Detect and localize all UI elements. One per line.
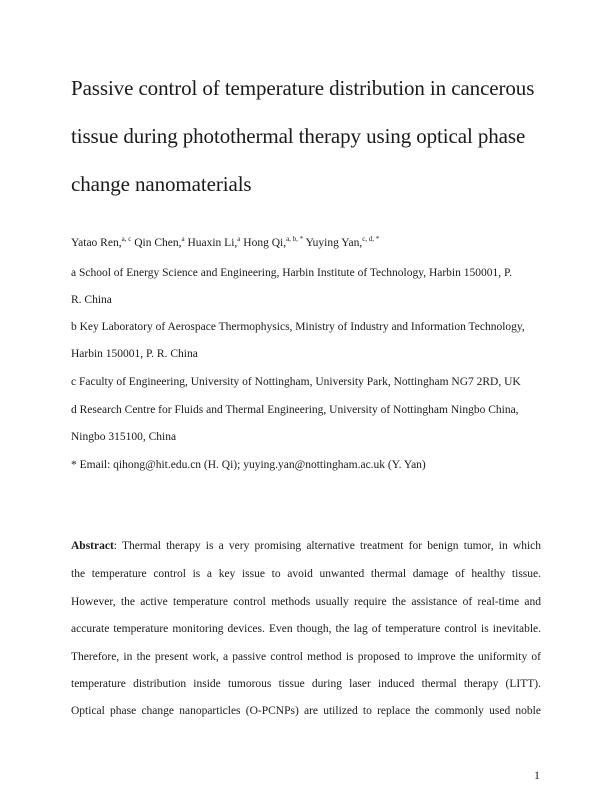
affiliation-b-line-2: Harbin 150001, P. R. China <box>71 348 198 360</box>
author-affiliation-marker: a <box>181 235 185 244</box>
affiliation-a-line-1: a School of Energy Science and Engineering, Harbin Institute of Technology, Harbin 150001, P. <box>71 267 512 279</box>
author-affiliation-marker: a, c <box>121 235 132 244</box>
affiliation-d-line-1: d Research Centre for Fluids and Thermal Engineering, University of Nottingham Ningbo China, <box>71 404 519 416</box>
abstract-line-1 <box>71 539 541 553</box>
abstract-line-7: Optical phase change nanoparticles (O-PCNPs) are utilized to replace the commonly used noble <box>71 705 541 717</box>
author-affiliation-marker: a, b, * <box>286 235 304 244</box>
author-name: Huaxin Li, <box>184 237 238 249</box>
affiliation-c-line-1: c Faculty of Engineering, University of Nottingham, University Park, Nottingham NG7 2RD, UK <box>71 376 521 388</box>
abstract-line-4: accurate temperature monitoring devices. Even though, the lag of temperature control is inevitable. <box>71 623 541 635</box>
abstract-line-2: the temperature control is a key issue to avoid unwanted thermal damage of healthy tissue. <box>71 568 541 580</box>
affiliation-b-line-1: b Key Laboratory of Aerospace Thermophysics, Ministry of Industry and Information Technology, <box>71 321 525 333</box>
author-list <box>71 236 379 250</box>
abstract-line-5: Therefore, in the present work, a passive control method is proposed to improve the uniformity of <box>71 651 541 663</box>
corresponding-email: * Email: qihong@hit.edu.cn (H. Qi); yuying.yan@nottingham.ac.uk (Y. Yan) <box>71 459 426 471</box>
paper-title-line-2: tissue during photothermal therapy using optical phase <box>71 124 526 148</box>
abstract-label: Abstract <box>71 540 114 552</box>
affiliation-a-line-2: R. China <box>71 294 112 306</box>
affiliation-d-line-2: Ningbo 315100, China <box>71 431 177 443</box>
author-name: Yuying Yan, <box>303 237 363 249</box>
abstract-line-6: temperature distribution inside tumorous tissue during laser induced thermal therapy (LITT). <box>71 678 541 690</box>
abstract-line-3: However, the active temperature control methods usually require the assistance of real-time and <box>71 596 541 608</box>
author-affiliation-marker: c, d, * <box>362 235 380 244</box>
author-affiliation-marker: a <box>237 235 241 244</box>
author-name: Yatao Ren, <box>71 237 122 249</box>
abstract-line-1-text: : Thermal therapy is a very promising alternative treatment for benign tumor, in which <box>113 540 541 552</box>
author-name: Hong Qi, <box>240 237 287 249</box>
author-name: Qin Chen, <box>131 237 182 249</box>
paper-title-line-1: Passive control of temperature distribution in cancerous <box>71 76 535 100</box>
paper-title-line-3: change nanomaterials <box>71 172 252 196</box>
page-number: 1 <box>534 768 540 782</box>
